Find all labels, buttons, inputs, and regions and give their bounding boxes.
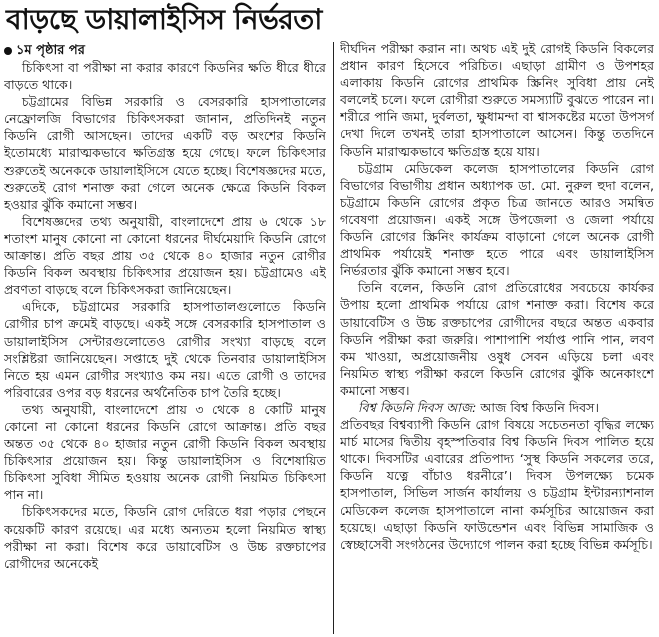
left-column: [4, 42, 326, 634]
bullet-icon: [4, 47, 12, 55]
paragraph: চট্টগ্রামের বিভিন্ন সরকারি ও বেসরকারি হাসপাতালের নেফ্রোলজি বিভাগের চিকিৎসকরা জানান, প্রতিদিনই নতুন কিডনি রোগী আসছেন। তাদের একটি বড় অংশের কিডনি ইতোমধ্যে মারাত্মকভাবে ক্ষতিগ্রস্ত হয়ে গেছে। ফলে চিকিৎসার শুরুতেই অনেককে ডায়ালাইসিসে যেতে হচ্ছে। বিশেষজ্ঞদের মতে, শুরুতেই রোগ শনাক্ত করা গেলে অনেক ক্ষেত্রে কিডনি বিকল হওয়ার ঝুঁকি কমানো সম্ভব।: [4, 94, 326, 212]
paragraph: চিকিৎসা বা পরীক্ষা না করার কারণে কিডনির ক্ষতি ধীরে ধীরে বাড়তে থাকে।: [4, 60, 326, 93]
world-kidney-day-text: আজ বিশ্ব কিডনি দিবস।: [476, 399, 600, 415]
paragraph: বিশেষজ্ঞদের তথ্য অনুযায়ী, বাংলাদেশে প্রায় ৬ থেকে ১৮ শতাংশ মানুষ কোনো না কোনো ধরনের দীর্ঘমেয়াদি কিডনি রোগে আক্রান্ত। প্রতি বছর প্রায় ৩৫ থেকে ৪০ হাজার নতুন রোগীর কিডনি বিকল অবস্থায় চিকিৎসার প্রয়োজন হয়। চট্টগ্রামেও এই প্রবণতা বাড়ছে বলে চিকিৎসকরা জানিয়েছেন।: [4, 213, 326, 298]
paragraph: চিকিৎসকদের মতে, কিডনি রোগ দেরিতে ধরা পড়ার পেছনে কয়েকটি কারণ রয়েছে। এর মধ্যে অন্যতম হলো নিয়মিত স্বাস্থ্য পরীক্ষা না করা। বিশেষ করে ডায়াবেটিস ও উচ্চ রক্তচাপের রোগীদের অনেকেই: [4, 504, 326, 571]
right-column: [340, 40, 654, 634]
paragraph: তথ্য অনুযায়ী, বাংলাদেশে প্রায় ৩ থেকে ৪ কোটি মানুষ কোনো না কোনো ধরনের কিডনি রোগে আক্রান্ত। প্রতি বছর অন্তত ৩৫ থেকে ৪০ হাজার নতুন রোগী কিডনি বিকল অবস্থায় চিকিৎসার প্রয়োজন হয়। কিন্তু ডায়ালাইসিস ও বিশেষায়িত চিকিৎসা সুবিধা সীমিত হওয়ায় অনেক রোগী নিয়মিত চিকিৎসা পান না।: [4, 401, 326, 503]
paragraph: এদিকে, চট্টগ্রামের সরকারি হাসপাতালগুলোতে কিডনি রোগীর চাপ ক্রমেই বাড়ছে। একই সঙ্গে বেসরকারি হাসপাতাল ও ডায়ালাইসিস সেন্টারগুলোতেও রোগীর সংখ্যা বাড়ছে বলে সংশ্লিষ্টরা জানিয়েছেন। সপ্তাহে দুই থেকে তিনবার ডায়ালাইসিস নিতে হয় এমন রোগীর সংখ্যাও কম নয়। এতে রোগী ও তাদের পরিবারের ওপর বড় ধরনের অর্থনৈতিক চাপ তৈরি হচ্ছে।: [4, 299, 326, 400]
continued-marker: [4, 42, 326, 59]
paragraph: দীর্ঘদিন পরীক্ষা করান না। অথচ এই দুই রোগই কিডনি বিকলের প্রধান কারণ হিসেবে পরিচিত। এছাড়া গ্রামীণ ও উপশহর এলাকায় কিডনি রোগের প্রাথমিক স্ক্রিনিং সুবিধা প্রায় নেই বললেই চলে। ফলে রোগীরা শুরুতে সমস্যাটি বুঝতে পারেন না। শরীরে পানি জমা, দুর্বলতা, ক্ষুধামন্দা বা শ্বাসকষ্টের মতো উপসর্গ দেখা দিলে তখনই তারা হাসপাতালে আসেন। কিন্তু ততদিনে কিডনি মারাত্মকভাবে ক্ষতিগ্রস্ত হয়ে যায়।: [340, 41, 654, 159]
continued-label: ১ম পৃষ্ঠার পর: [16, 43, 85, 58]
world-kidney-day-label: বিশ্ব কিডনি দিবস আজ:: [358, 399, 477, 415]
column-divider: [333, 42, 334, 634]
headline: বাড়ছে ডায়ালাইসিস নির্ভরতা: [6, 3, 322, 36]
paragraph: চট্টগ্রাম মেডিকেল কলেজ হাসপাতালের কিডনি রোগ বিভাগের বিভাগীয় প্রধান অধ্যাপক ডা. মো. নুরুল হুদা বলেন, চট্টগ্রামে কিডনি রোগের প্রকৃত চিত্র জানতে আরও সমন্বিত গবেষণা প্রয়োজন। একই সঙ্গে উপজেলা ও জেলা পর্যায়ে কিডনি রোগের স্ক্রিনিং কার্যক্রম বাড়ানো গেলে অনেক রোগী প্রাথমিক পর্যায়েই শনাক্ত হতে পারে এবং ডায়ালাইসিস নির্ভরতার ঝুঁকি কমানো সম্ভব হবে।: [340, 160, 654, 279]
paragraph: প্রতিবছর বিশ্বব্যাপী কিডনি রোগ বিষয়ে সচেতনতা বৃদ্ধির লক্ষ্যে মার্চ মাসের দ্বিতীয় বৃহস্পতিবার বিশ্ব কিডনি দিবস পালিত হয়ে থাকে। দিবসটির এবারের প্রতিপাদ্য ‘সুস্থ কিডনি সকলের তরে, কিডনি যত্নে বাঁচাও ধরনীরে’। দিবস উপলক্ষ্যে চমেক হাসপাতাল, সিভিল সার্জন কার্যালয় ও চট্টগ্রাম ইন্টারন্যাশনাল মেডিকেল কলেজ হাসপাতালে নানা কর্মসূচির আয়োজন করা হয়েছে। এছাড়া কিডনি ফাউন্ডেশন এবং বিভিন্ন সামাজিক ও স্বেচ্ছাসেবী সংগঠনের উদ্যোগে পালন করা হচ্ছে বিভিন্ন কর্মসূচি।: [340, 417, 654, 552]
paragraph: তিনি বলেন, কিডনি রোগ প্রতিরোধের সবচেয়ে কার্যকর উপায় হলো প্রাথমিক পর্যায়ে রোগ শনাক্ত করা। বিশেষ করে ডায়াবেটিস ও উচ্চ রক্তচাপের রোগীদের বছরে অন্তত একবার কিডনি পরীক্ষা করা জরুরি। পাশাপাশি পর্যাপ্ত পানি পান, লবণ কম খাওয়া, অপ্রয়োজনীয় ওষুধ সেবন এড়িয়ে চলা এবং নিয়মিত স্বাস্থ্য পরীক্ষা করলে কিডনি রোগের ঝুঁকি অনেকাংশে কমানো সম্ভব।: [340, 280, 654, 398]
world-kidney-day-line: [340, 399, 654, 416]
